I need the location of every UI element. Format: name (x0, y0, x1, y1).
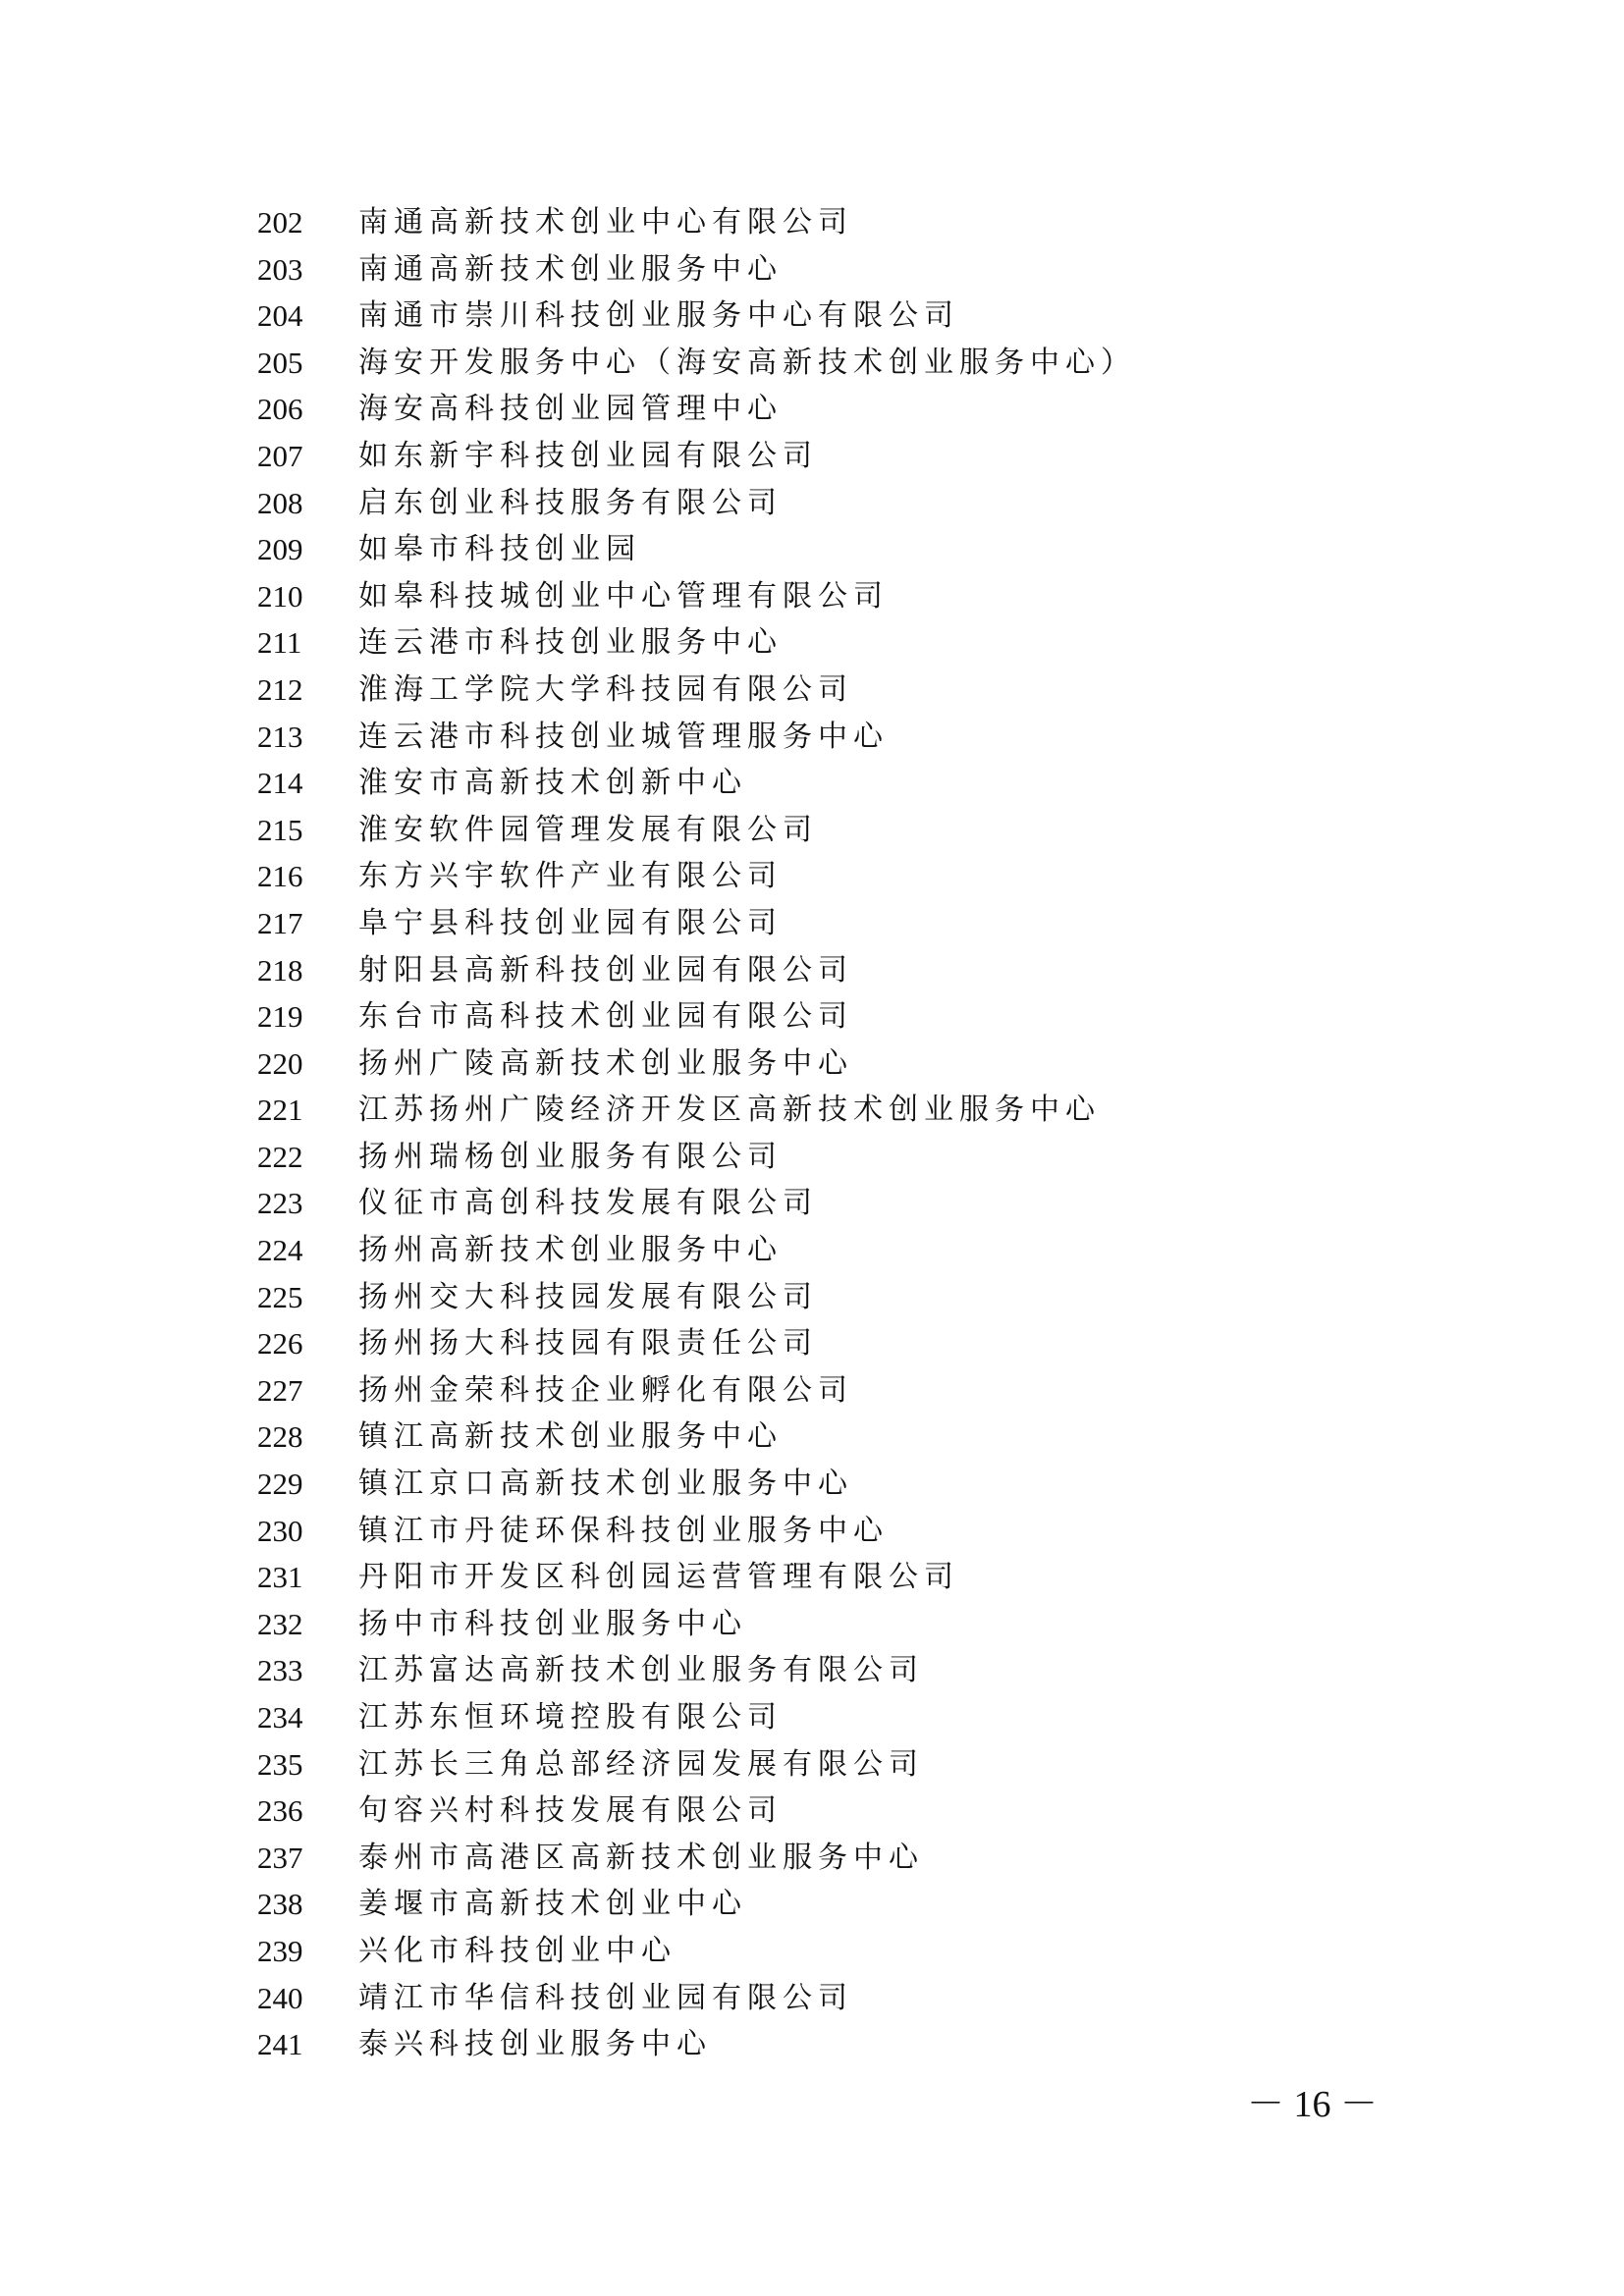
list-item (257, 807, 1435, 854)
list-item (257, 340, 1435, 387)
organization-name: 镇江京口高新技术创业服务中心 (358, 1467, 853, 1502)
organization-name: 东台市高科技术创业园有限公司 (358, 999, 853, 1035)
item-number: 210 (257, 578, 303, 614)
item-number: 213 (257, 719, 303, 754)
organization-name: 连云港市科技创业城管理服务中心 (358, 719, 889, 754)
organization-name: 海安开发服务中心（海安高新技术创业服务中心） (358, 345, 1136, 380)
item-number: 205 (257, 345, 303, 380)
item-number: 235 (257, 1746, 303, 1782)
item-number: 214 (257, 766, 303, 801)
list-item (257, 619, 1435, 667)
organization-name: 启东创业科技服务有限公司 (358, 485, 783, 520)
item-number: 219 (257, 999, 303, 1035)
list-item (257, 667, 1435, 714)
organization-name: 淮海工学院大学科技园有限公司 (358, 671, 853, 707)
organization-name: 扬中市科技创业服务中心 (358, 1606, 747, 1641)
organization-name: 扬州瑞杨创业服务有限公司 (358, 1139, 783, 1174)
list-item (257, 1087, 1435, 1134)
list-item (257, 760, 1435, 807)
item-number: 223 (257, 1186, 303, 1221)
item-number: 233 (257, 1653, 303, 1688)
item-number: 237 (257, 1840, 303, 1875)
list-item (257, 1414, 1435, 1461)
item-number: 208 (257, 485, 303, 520)
item-number: 239 (257, 1933, 303, 1968)
list-item (257, 199, 1435, 246)
item-number: 221 (257, 1093, 303, 1128)
list-item (257, 1694, 1435, 1741)
item-number: 238 (257, 1887, 303, 1922)
item-number: 232 (257, 1606, 303, 1641)
item-number: 236 (257, 1793, 303, 1829)
organization-name: 江苏富达高新技术创业服务有限公司 (358, 1653, 924, 1688)
item-number: 216 (257, 859, 303, 894)
list-item (257, 1461, 1435, 1508)
item-number: 211 (257, 625, 302, 661)
organization-name: 江苏扬州广陵经济开发区高新技术创业服务中心 (358, 1093, 1101, 1128)
organization-name: 扬州金荣科技企业孵化有限公司 (358, 1372, 853, 1408)
item-number: 212 (257, 671, 303, 707)
organization-name: 连云港市科技创业服务中心 (358, 625, 783, 661)
organization-name: 泰兴科技创业服务中心 (358, 2027, 712, 2062)
organization-name: 靖江市华信科技创业园有限公司 (358, 1980, 853, 2015)
item-number: 207 (257, 438, 303, 473)
item-number: 234 (257, 1700, 303, 1735)
organization-name: 如皋科技城创业中心管理有限公司 (358, 578, 889, 614)
item-number: 220 (257, 1045, 303, 1081)
organization-name: 镇江市丹徒环保科技创业服务中心 (358, 1513, 889, 1548)
list-item (257, 246, 1435, 294)
organization-name: 扬州广陵高新技术创业服务中心 (358, 1045, 853, 1081)
list-item (257, 293, 1435, 340)
list-item (257, 1041, 1435, 1088)
item-number: 228 (257, 1419, 303, 1455)
organization-name: 兴化市科技创业中心 (358, 1933, 677, 1968)
list-item (257, 1508, 1435, 1555)
item-number: 215 (257, 812, 303, 847)
item-number: 218 (257, 952, 303, 988)
item-number: 204 (257, 298, 303, 334)
list-item (257, 714, 1435, 761)
list-item (257, 1134, 1435, 1181)
organization-name: 泰州市高港区高新技术创业服务中心 (358, 1840, 924, 1875)
item-number: 231 (257, 1560, 303, 1595)
list-item (257, 386, 1435, 433)
organization-name: 射阳县高新科技创业园有限公司 (358, 952, 853, 988)
list-item (257, 1274, 1435, 1321)
item-number: 240 (257, 1980, 303, 2015)
list-item (257, 480, 1435, 527)
list-item (257, 526, 1435, 573)
organization-name: 镇江高新技术创业服务中心 (358, 1419, 783, 1455)
organization-name: 扬州扬大科技园有限责任公司 (358, 1326, 818, 1362)
list-item (257, 1835, 1435, 1882)
list-item (257, 993, 1435, 1041)
organization-name: 阜宁县科技创业园有限公司 (358, 905, 783, 940)
organization-name: 如皋市科技创业园 (358, 532, 641, 567)
organization-name: 仪征市高创科技发展有限公司 (358, 1186, 818, 1221)
list-item (257, 1647, 1435, 1694)
list-item (257, 433, 1435, 480)
list-item (257, 1367, 1435, 1415)
list-item (257, 2021, 1435, 2068)
organization-name: 扬州高新技术创业服务中心 (358, 1233, 783, 1268)
organization-name: 淮安市高新技术创新中心 (358, 766, 747, 801)
organization-name: 南通高新技术创业服务中心 (358, 251, 783, 287)
item-number: 227 (257, 1372, 303, 1408)
organization-name: 海安高科技创业园管理中心 (358, 392, 783, 427)
list-item (257, 1554, 1435, 1601)
page-number: － 16 － (1247, 2084, 1379, 2125)
list-item (257, 1741, 1435, 1789)
list-item (257, 900, 1435, 947)
list-item (257, 1180, 1435, 1227)
list-item (257, 1320, 1435, 1367)
organization-name: 姜堰市高新技术创业中心 (358, 1887, 747, 1922)
item-number: 217 (257, 905, 303, 940)
organization-name: 丹阳市开发区科创园运营管理有限公司 (358, 1560, 959, 1595)
list-item (257, 1881, 1435, 1928)
list-item (257, 573, 1435, 620)
organization-name: 淮安软件园管理发展有限公司 (358, 812, 818, 847)
organization-name: 东方兴宇软件产业有限公司 (358, 859, 783, 894)
organization-name: 扬州交大科技园发展有限公司 (358, 1279, 818, 1314)
item-number: 225 (257, 1279, 303, 1314)
item-number: 203 (257, 251, 303, 287)
organization-name: 江苏东恒环境控股有限公司 (358, 1700, 783, 1735)
item-number: 206 (257, 392, 303, 427)
list-item (257, 947, 1435, 994)
list-item (257, 853, 1435, 900)
item-number: 209 (257, 532, 303, 567)
item-number: 222 (257, 1139, 303, 1174)
item-number: 202 (257, 205, 303, 240)
list-item (257, 1601, 1435, 1648)
item-number: 241 (257, 2027, 303, 2062)
list-item (257, 1227, 1435, 1274)
organization-name: 江苏长三角总部经济园发展有限公司 (358, 1746, 924, 1782)
organization-name: 南通高新技术创业中心有限公司 (358, 205, 853, 240)
organization-name: 南通市崇川科技创业服务中心有限公司 (358, 298, 959, 334)
item-number: 224 (257, 1233, 303, 1268)
list-item (257, 1975, 1435, 2022)
item-number: 226 (257, 1326, 303, 1362)
organization-name: 句容兴村科技发展有限公司 (358, 1793, 783, 1829)
organization-name: 如东新宇科技创业园有限公司 (358, 438, 818, 473)
organization-list (257, 199, 1435, 2068)
list-item (257, 1928, 1435, 1975)
item-number: 230 (257, 1513, 303, 1548)
list-item (257, 1788, 1435, 1835)
item-number: 229 (257, 1467, 303, 1502)
